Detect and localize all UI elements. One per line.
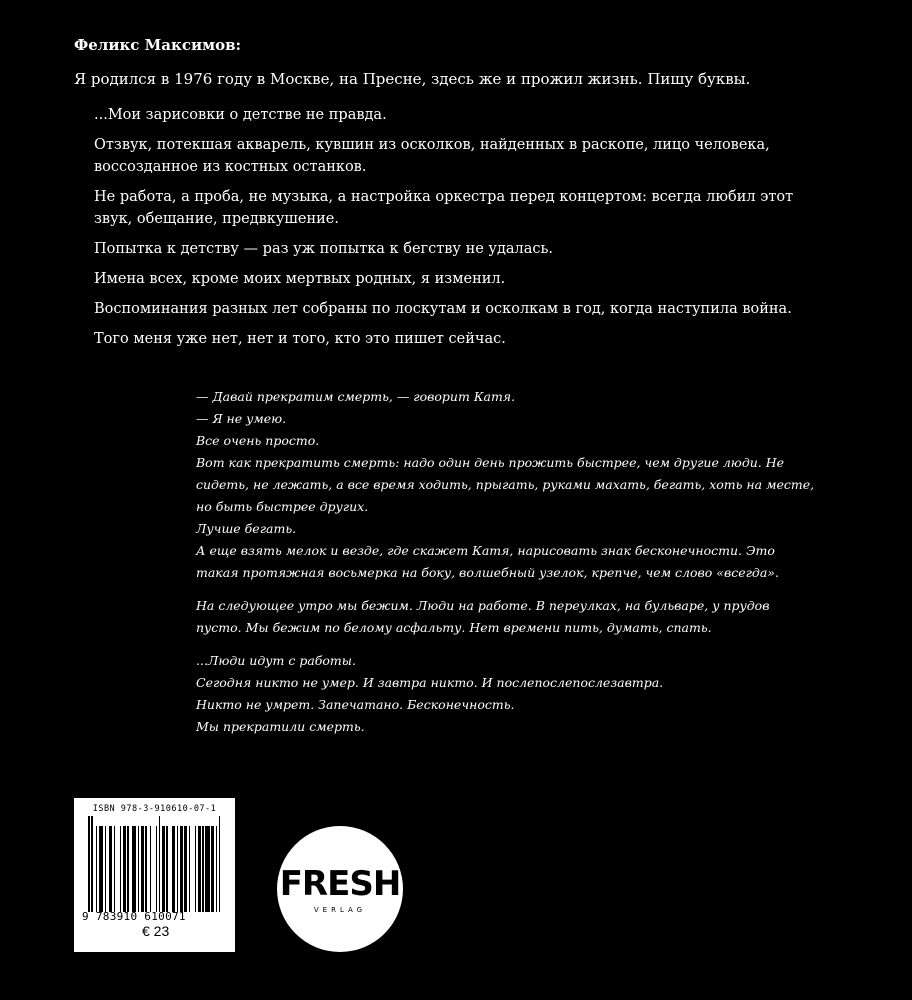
excerpt-line: Вот как прекратить смерть: надо один день прожить быстрее, чем другие люди. Не сидеть, не лежать, а все время ходить, прыгать, руками махать, бегать, хоть на месте, но быть быстрее других. [196,455,815,514]
barcode-label [74,798,235,952]
barcode-digits: 9 783910 610071 [82,910,186,923]
price-text: € 23 [142,923,170,939]
barcode-bar [220,826,223,912]
intro-text [94,104,814,358]
excerpt-line: Все очень просто. [196,433,320,448]
excerpt-text [196,386,816,738]
excerpt-line: А еще взять мелок и везде, где скажет Катя, нарисовать знак бесконечности. Это такая протяжная восьмерка на боку, волшебный узелок, крепче, чем слово «всегда». [196,543,779,580]
excerpt-line: На следующее утро мы бежим. Люди на работе. В переулках, на бульваре, у прудов пусто. Мы бежим по белому асфальту. Нет времени пить, думать, спать. [196,598,770,635]
intro-paragraph: Не работа, а проба, не музыка, а настройка оркестра перед концертом: всегда любил этот звук, обещание, предвкушение. [94,189,794,227]
publisher-logo [277,826,403,952]
spacer [196,639,816,650]
publisher-logo-sub: VERLAG [313,906,367,914]
isbn-text: ISBN 978-3-910610-07-1 [92,804,217,814]
excerpt-line: ...Люди идут с работы. [196,653,356,668]
author-bio: Я родился в 1976 году в Москве, на Пресне, здесь же и прожил жизнь. Пишу буквы. [74,70,751,88]
intro-paragraph: Имена всех, кроме моих мертвых родных, я изменил. [94,271,506,287]
intro-paragraph: Попытка к детству — раз уж попытка к бегству не удалась. [94,241,554,257]
excerpt-line: — Я не умею. [196,411,287,426]
intro-paragraph: Воспоминания разных лет собраны по лоскутам и осколкам в год, когда наступила война. [94,301,792,317]
spacer [196,584,816,595]
excerpt-line: Лучше бегать. [196,521,297,536]
excerpt-line: Сегодня никто не умер. И завтра никто. И послепослепослезавтра. [196,675,664,690]
author-name: Феликс Максимов: [74,36,242,54]
publisher-logo-brand: FRESH [279,864,401,904]
intro-paragraph: Отзвук, потекшая акварель, кувшин из осколков, найденных в раскопе, лицо человека, воссозданное из костных останков. [94,137,770,175]
excerpt-line: — Давай прекратим смерть, — говорит Катя. [196,389,516,404]
excerpt-line: Мы прекратили смерть. [196,719,365,734]
barcode-bars [88,816,227,912]
excerpt-line: Никто не умрет. Запечатано. Бесконечность. [196,697,515,712]
intro-paragraph: Того меня уже нет, нет и того, кто это пишет сейчас. [94,331,506,347]
intro-paragraph: ...Мои зарисовки о детстве не правда. [94,107,387,123]
